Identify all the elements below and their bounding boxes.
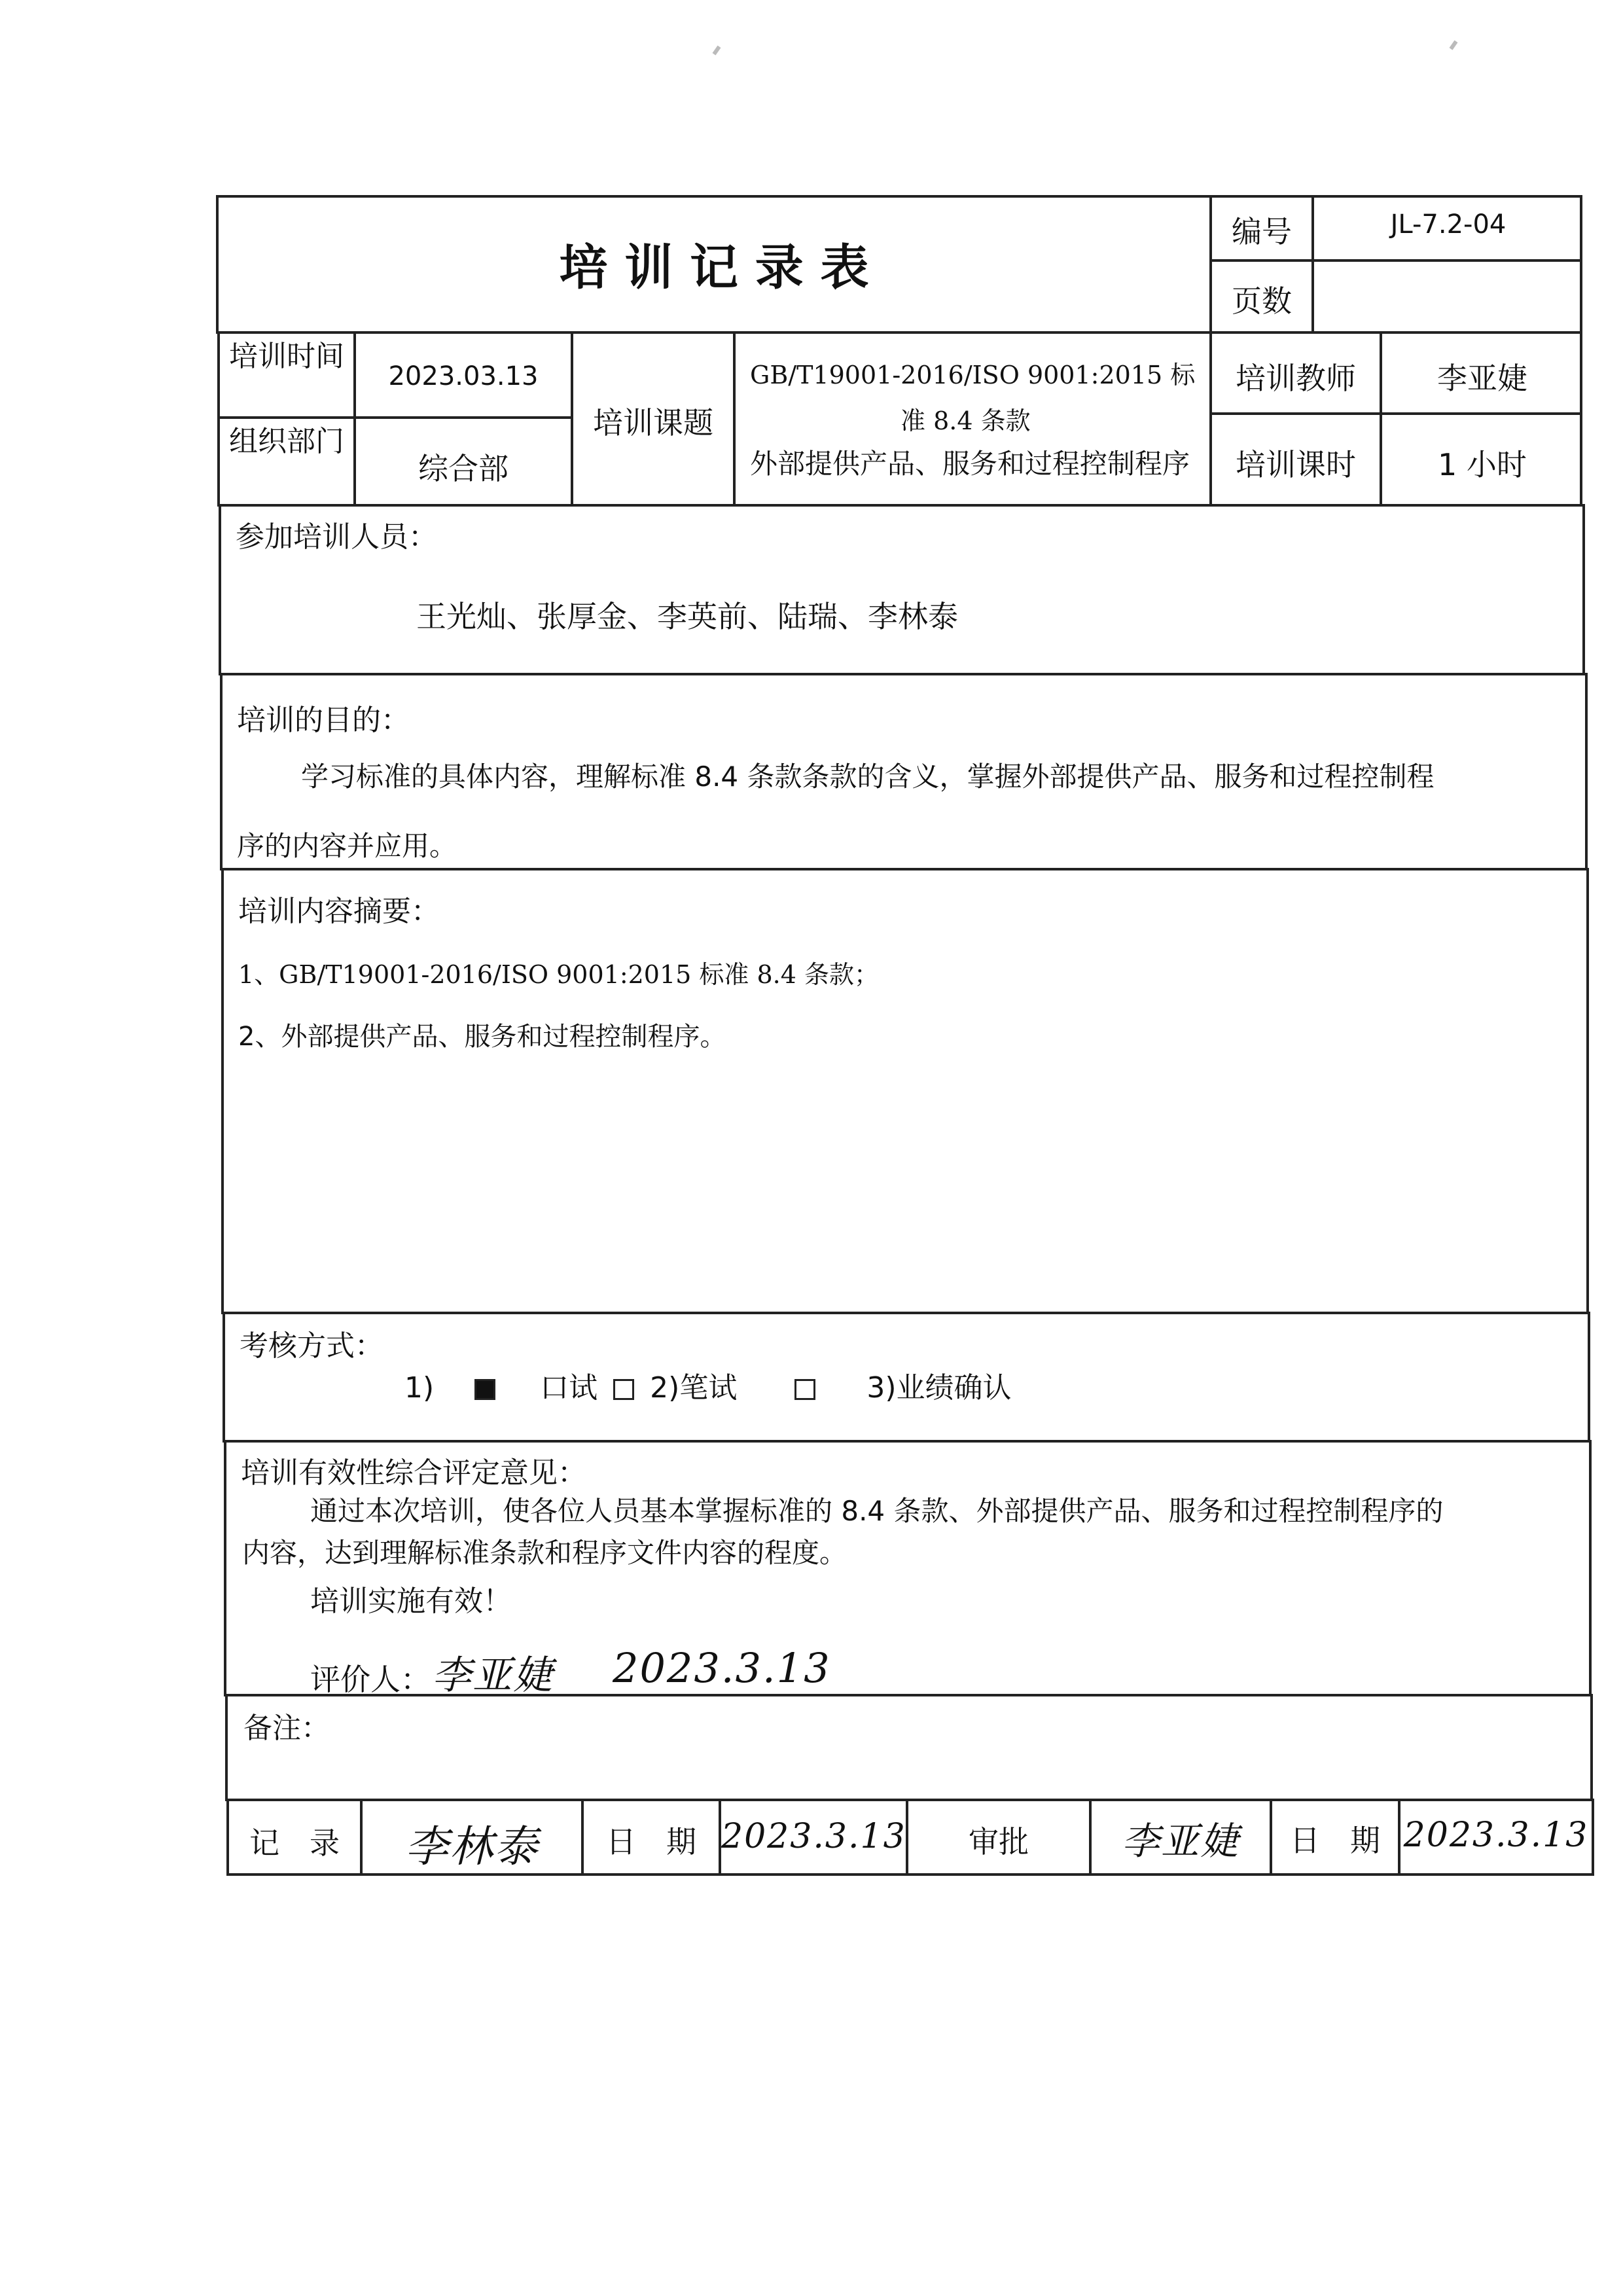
record-signature: 李林泰 [405,1821,539,1872]
evaluator-label: 评价人： [310,1662,431,1697]
code-label: 编号 [1232,214,1292,249]
record-label: 记 录 [249,1825,340,1861]
divider [1209,412,1582,415]
record-date: 2023.3.13 [721,1817,906,1856]
approve-date: 2023.3.13 [1403,1816,1589,1855]
evaluation-label: 培训有效性综合评定意见： [241,1456,586,1490]
dept-label: 组织部门 [229,425,344,458]
purpose-label: 培训的目的： [237,704,410,737]
assessment-options [404,1364,1012,1406]
divider [217,416,572,419]
hours-value: 1 小时 [1438,447,1527,482]
option-1-number: 1) [404,1371,435,1405]
teacher-label: 培训教师 [1236,361,1356,396]
assessment-label: 考核方式： [240,1329,383,1363]
remarks-label: 备注： [243,1712,330,1745]
dept-value: 综合部 [418,451,508,486]
evaluator-signature: 李亚婕 [432,1653,554,1698]
oral-exam-label: 口试 [540,1371,598,1405]
approve-label: 审批 [969,1824,1029,1859]
pages-label: 页数 [1232,283,1292,319]
scan-speck [1450,41,1458,50]
participants-label: 参加培训人员： [236,520,437,554]
purpose-line-2: 序的内容并应用。 [237,830,457,862]
performance-checkbox[interactable] [794,1379,815,1400]
teacher-value: 李亚婕 [1437,361,1527,396]
date-label-1: 日 期 [606,1824,696,1859]
divider [733,331,736,507]
participants-names: 王光灿、张厚金、李英前、陆瑞、李林泰 [416,599,958,634]
oral-exam-checkbox[interactable] [474,1379,495,1400]
evaluation-line-1: 通过本次培训，使各位人员基本掌握标准的 8.4 条款、外部提供产品、服务和过程控制程序的 [310,1495,1444,1527]
divider [1209,259,1582,262]
topic-line-1: GB/T19001-2016/ISO 9001:2015 标 [750,361,1196,389]
topic-line-3: 外部提供产品、服务和过程控制程序 [750,448,1190,480]
scan-speck [713,46,721,56]
approve-signature: 李亚婕 [1121,1819,1240,1863]
summary-label: 培训内容摘要： [238,895,440,928]
date-label-2: 日 期 [1290,1823,1380,1858]
hours-label: 培训课时 [1236,447,1356,482]
topic-line-2: 准 8.4 条款 [901,406,1031,435]
time-value: 2023.03.13 [388,361,539,391]
time-label: 培训时间 [229,340,344,373]
written-exam-label: 2)笔试 [650,1371,738,1405]
remarks-block [225,1694,1593,1801]
written-exam-checkbox[interactable] [613,1379,634,1400]
evaluation-line-2: 内容，达到理解标准条款和程序文件内容的程度。 [242,1537,847,1569]
summary-item-2: 2、外部提供产品、服务和过程控制程序。 [238,1022,726,1052]
summary-item-1: 1、GB/T19001-2016/ISO 9001:2015 标准 8.4 条款； [238,960,880,989]
performance-label: 3)业绩确认 [866,1371,1012,1405]
evaluator-date: 2023.3.13 [613,1644,831,1692]
purpose-line-1: 学习标准的具体内容，理解标准 8.4 条款条款的含义，掌握外部提供产品、服务和过程控制程 [301,761,1435,793]
evaluation-line-3: 培训实施有效！ [310,1585,512,1618]
topic-label: 培训课题 [593,405,713,440]
summary-block [221,868,1589,1314]
form-title: 培 训 记 录 表 [559,240,869,296]
code-value: JL-7.2-04 [1390,209,1507,240]
